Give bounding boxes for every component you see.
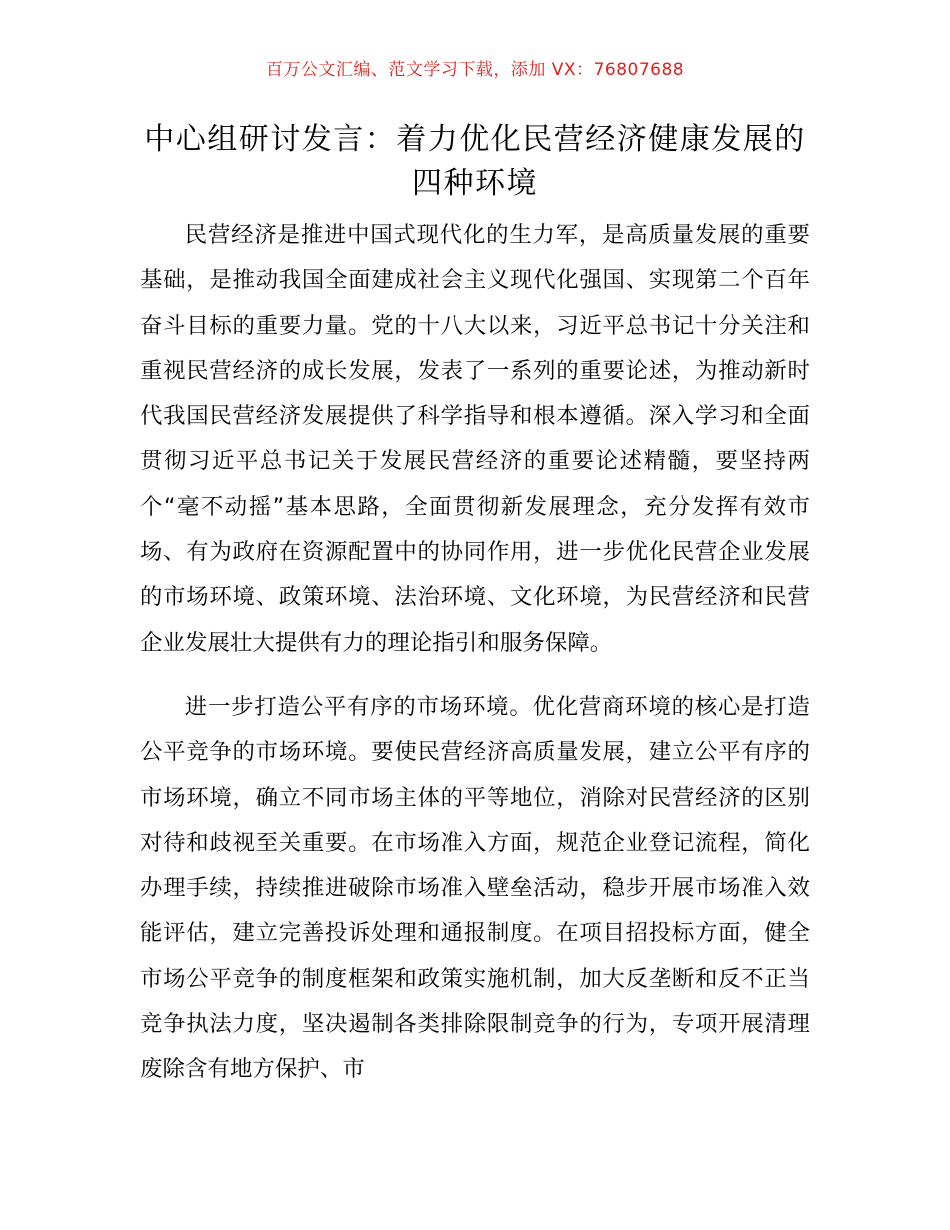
paragraph-intro: 民营经济是推进中国式现代化的生力军，是高质量发展的重要基础，是推动我国全面建成社会主义现代化强国、实现第二个百年奋斗目标的重要力量。党的十八大以来，习近平总书记十分关注和重视民营经济的成长发展，发表了一系列的重要论述，为推动新时代我国民营经济发展提供了科学指导和根本遵循。深入学习和全面贯彻习近平总书记关于发展民营经济的重要论述精髓，要坚持两个“毫不动摇”基本思路，全面贯彻新发展理念，充分发挥有效市场、有为政府在资源配置中的协同作用，进一步优化民营企业发展的市场环境、政策环境、法治环境、文化环境，为民营经济和民营企业发展壮大提供有力的理论指引和服务保障。: [140, 222, 810, 656]
document-title: 中心组研讨发言：着力优化民营经济健康发展的四种环境: [144, 122, 806, 201]
paragraph-market-environment: 进一步打造公平有序的市场环境。优化营商环境的核心是打造公平竞争的市场环境。要使民营经济高质量发展，建立公平有序的市场环境，确立不同市场主体的平等地位，消除对民营经济的区别对待和歧视至关重要。在市场准入方面，规范企业登记流程，简化办理手续，持续推进破除市场准入壁垒活动，稳步开展市场准入效能评估，建立完善投诉处理和通报制度。在项目招投标方面，健全市场公平竞争的制度框架和政策实施机制，加大反垄断和反不正当竞争执法力度，坚决遏制各类排除限制竞争的行为，专项开展清理废除含有地方保护、市: [140, 693, 810, 1083]
document-body: [140, 213, 810, 1093]
header-promo-note: 百万公文汇编、范文学习下载，添加 VX：76807688: [265, 60, 685, 80]
